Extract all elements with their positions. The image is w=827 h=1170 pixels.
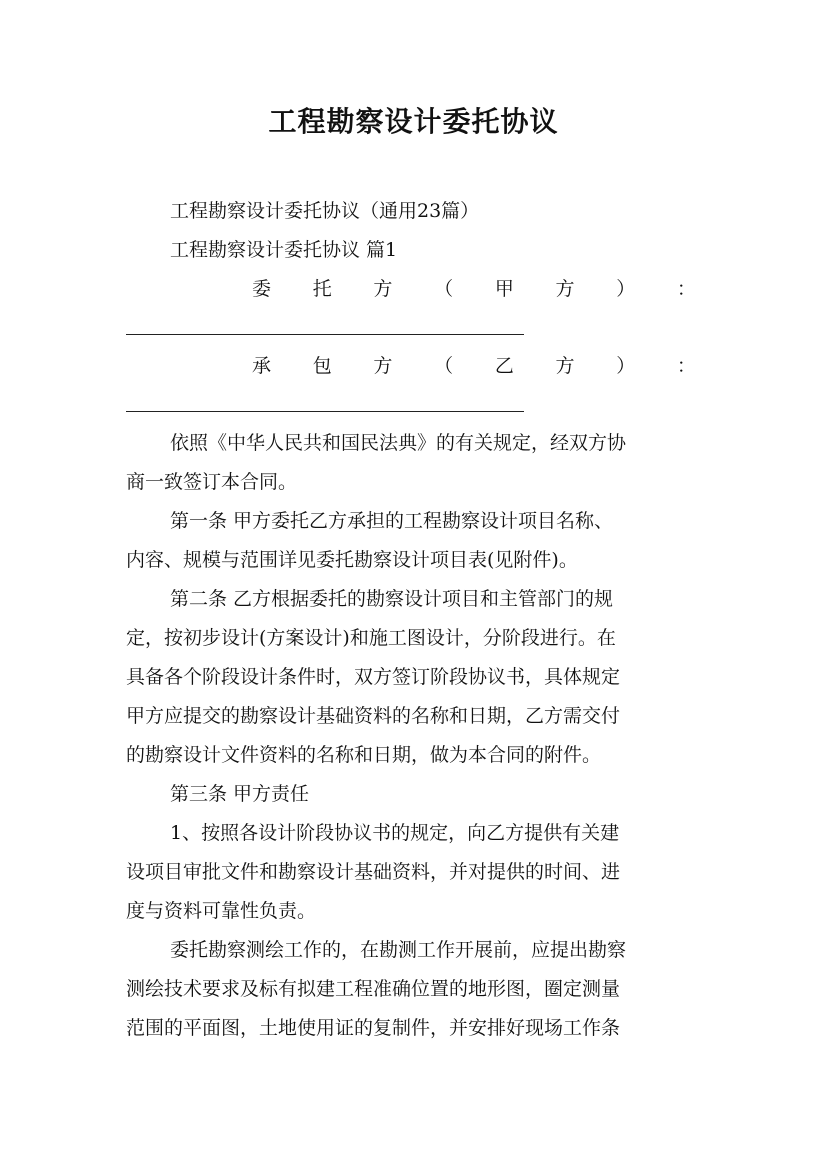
section-heading: 工程勘察设计委托协议 篇1 xyxy=(170,239,398,261)
party-b-label xyxy=(252,351,696,381)
party-a-char: 方 xyxy=(555,278,575,300)
party-a-char: ） xyxy=(616,278,636,300)
body-line: 具备各个阶段设计条件时，双方签订阶段协议书，具体规定 xyxy=(126,666,621,688)
body-line: 的勘察设计文件资料的名称和日期，做为本合同的附件。 xyxy=(126,744,602,766)
party-b-char: ： xyxy=(676,355,696,377)
party-b-char: 包 xyxy=(312,355,332,377)
party-b-char: （ xyxy=(434,355,454,377)
party-a-blank-line xyxy=(126,334,524,335)
party-b-char: 方 xyxy=(555,355,575,377)
body-line: 第二条 乙方根据委托的勘察设计项目和主管部门的规 xyxy=(170,588,614,610)
body-line: 范围的平面图，土地使用证的复制件，并安排好现场工作条 xyxy=(126,1017,621,1039)
body-line: 依照《中华人民共和国民法典》的有关规定，经双方协 xyxy=(170,432,627,454)
party-b-blank-line xyxy=(126,411,524,412)
party-a-label xyxy=(252,274,696,304)
body-line: 委托勘察测绘工作的，在勘测工作开展前，应提出勘察 xyxy=(170,939,627,961)
body-line: 第三条 甲方责任 xyxy=(170,783,310,805)
body-line: 1、按照各设计阶段协议书的规定，向乙方提供有关建 xyxy=(170,822,620,844)
party-b-char: ） xyxy=(616,355,636,377)
document-subtitle: 工程勘察设计委托协议（通用23篇） xyxy=(170,200,480,222)
party-b-char: 承 xyxy=(252,355,272,377)
party-a-char: 托 xyxy=(312,278,332,300)
document-title: 工程勘察设计委托协议 xyxy=(268,105,559,138)
party-a-char: （ xyxy=(434,278,454,300)
party-a-char: 方 xyxy=(373,278,393,300)
body-line: 内容、规模与范围详见委托勘察设计项目表(见附件)。 xyxy=(126,549,578,571)
body-line: 设项目审批文件和勘察设计基础资料，并对提供的时间、进 xyxy=(126,861,621,883)
body-line: 第一条 甲方委托乙方承担的工程勘察设计项目名称、 xyxy=(170,510,614,532)
body-line: 测绘技术要求及标有拟建工程准确位置的地形图，圈定测量 xyxy=(126,978,621,1000)
party-a-char: ： xyxy=(676,278,696,300)
party-a-char: 甲 xyxy=(494,278,514,300)
party-a-char: 委 xyxy=(252,278,272,300)
body-line: 商一致签订本合同。 xyxy=(126,471,298,493)
party-b-char: 方 xyxy=(373,355,393,377)
body-line: 度与资料可靠性负责。 xyxy=(126,900,317,922)
body-line: 定，按初步设计(方案设计)和施工图设计，分阶段进行。在 xyxy=(126,627,616,649)
body-line: 甲方应提交的勘察设计基础资料的名称和日期，乙方需交付 xyxy=(126,705,621,727)
party-b-char: 乙 xyxy=(494,355,514,377)
